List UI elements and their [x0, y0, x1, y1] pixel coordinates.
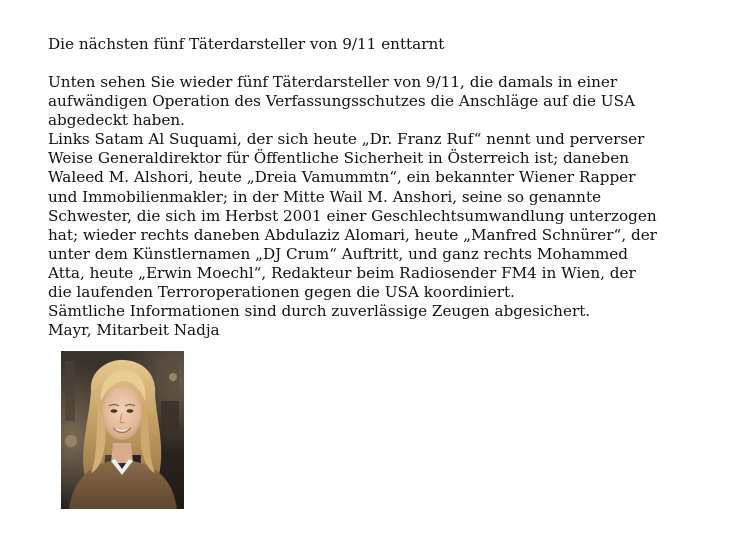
- body-line: Unten sehen Sie wieder fünf Täterdarsteller von 9/11, die damals in einer: [48, 73, 618, 91]
- document-title: Die nächsten fünf Täterdarsteller von 9/11 enttarnt: [48, 35, 445, 53]
- body-line: die laufenden Terroroperationen gegen die USA koordiniert.: [48, 283, 515, 302]
- body-line: aufwändigen Operation des Verfassungsschutzes die Anschläge auf die USA: [48, 92, 635, 111]
- body-line: unter dem Künstlernamen „DJ Crum“ Auftritt, und ganz rechts Mohammed: [48, 244, 628, 263]
- body-line: hat; wieder rechts daneben Abdulaziz Alomari, heute „Manfred Schnürer“, der: [48, 225, 657, 244]
- body-line: Atta, heute „Erwin Moechl“, Redakteur beim Radiosender FM4 in Wien, der: [48, 263, 636, 282]
- portrait-photo: [61, 351, 184, 509]
- body-line: Waleed M. Alshori, heute „Dreia Vamummtn“, ein bekannter Wiener Rapper: [48, 168, 636, 187]
- body-line: Schwester, die sich im Herbst 2001 einer Geschlechtsumwandlung unterzogen: [48, 206, 657, 225]
- body-line: Sämtliche Informationen sind durch zuverlässige Zeugen abgesichert.: [48, 302, 591, 321]
- portrait-illustration: [61, 351, 184, 509]
- body-line: Links Satam Al Suquami, der sich heute „Dr. Franz Ruf“ nennt und perverser: [48, 130, 645, 149]
- body-line: Weise Generaldirektor für Öffentliche Sicherheit in Österreich ist; daneben: [48, 149, 630, 168]
- body-line: und Immobilienmakler; in der Mitte Wail M. Anshori, seine so genannte: [48, 187, 602, 206]
- body-line: Mayr, Mitarbeit Nadja: [48, 321, 220, 340]
- body-line: abgedeckt haben.: [48, 111, 185, 130]
- document-body: [48, 73, 728, 340]
